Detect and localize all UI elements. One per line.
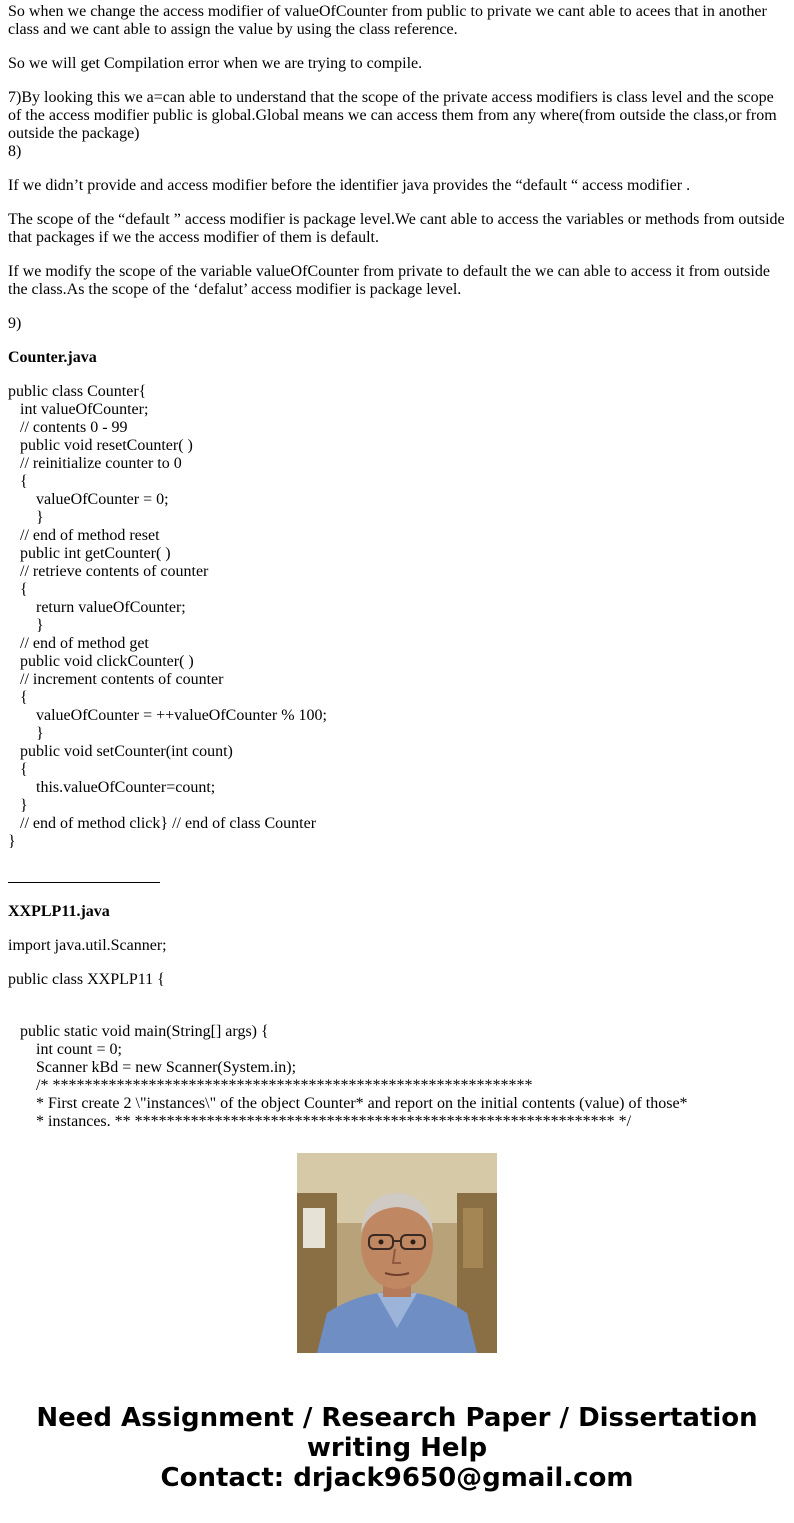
code-line: { [20, 761, 28, 778]
code-line: * First create 2 \"instances\" of the object Counter* and report on the initial contents (value) of those* [36, 1095, 688, 1112]
xxplp11-java-code [8, 1023, 788, 1130]
code-line: } [36, 509, 44, 526]
paragraph-number-9: 9) [8, 315, 22, 332]
paragraph-access-private: So when we change the access modifier of valueOfCounter from public to private we cant able to acees that in another class and we cant able to assign the value by using the class reference. [8, 3, 767, 38]
code-line: } [8, 833, 16, 850]
paragraph-default-scope: The scope of the “default ” access modifier is package level.We cant able to access the variables or methods from outside that packages if we the access modifier of them is default. [8, 211, 785, 246]
code-line: this.valueOfCounter=count; [36, 779, 216, 796]
tutor-avatar [297, 1153, 497, 1353]
promo-contact: Contact: drjack9650@gmail.com [160, 1463, 634, 1493]
code-line: // increment contents of counter [20, 671, 224, 688]
counter-java-code [8, 383, 788, 851]
code-line: // retrieve contents of counter [20, 563, 209, 580]
paragraph-compilation-error: So we will get Compilation error when we are trying to compile. [8, 55, 423, 72]
code-line: return valueOfCounter; [36, 599, 186, 616]
paragraph-modify-scope: If we modify the scope of the variable valueOfCounter from private to default the we can able to access it from outside the class.As the scope of the ‘defalut’ access modifier is package level. [8, 263, 770, 298]
code-line: { [20, 689, 28, 706]
document-body [8, 3, 788, 1130]
import-line: import java.util.Scanner; [8, 937, 167, 954]
code-line: public int getCounter( ) [20, 545, 171, 562]
code-line: // contents 0 - 99 [20, 419, 128, 436]
code-line: // end of method get [20, 635, 149, 652]
code-line: } [36, 617, 44, 634]
paragraph-number-8: 8) [8, 143, 22, 160]
code-line: * instances. ** ************************************************************ */ [36, 1113, 632, 1130]
code-line: public class Counter{ [8, 383, 147, 400]
xxplp11-java-heading: XXPLP11.java [8, 903, 110, 920]
code-line: int valueOfCounter; [20, 401, 149, 418]
code-line: // reinitialize counter to 0 [20, 455, 182, 472]
code-line: } [36, 725, 44, 742]
code-line: { [20, 581, 28, 598]
promo-banner [0, 1403, 794, 1493]
code-line: int count = 0; [36, 1041, 122, 1058]
promo-line-2: writing Help [306, 1433, 488, 1463]
code-line: public void clickCounter( ) [20, 653, 194, 670]
code-line: valueOfCounter = 0; [36, 491, 169, 508]
code-line: // end of method reset [20, 527, 160, 544]
avatar-photo [297, 1153, 497, 1353]
paragraph-default-modifier: If we didn’t provide and access modifier before the identifier java provides the “default “ access modifier . [8, 177, 691, 194]
section-divider [8, 882, 160, 883]
promo-line-1: Need Assignment / Research Paper / Dissertation [36, 1403, 758, 1433]
code-line: public void setCounter(int count) [20, 743, 233, 760]
class-declaration-line: public class XXPLP11 { [8, 971, 165, 988]
counter-java-heading: Counter.java [8, 349, 97, 366]
code-line: { [20, 473, 28, 490]
code-line: /* ************************************************************ [36, 1077, 533, 1094]
paragraph-scope-explanation: 7)By looking this we a=can able to understand that the scope of the private access modifiers is class level and the scope of the access modifier public is global.Global means we can access them from any where(from outside the class,or from outside the package) [8, 89, 777, 142]
code-line: public static void main(String[] args) { [20, 1023, 269, 1040]
code-line: public void resetCounter( ) [20, 437, 193, 454]
code-line: valueOfCounter = ++valueOfCounter % 100; [36, 707, 327, 724]
code-line: // end of method click} // end of class Counter [20, 815, 317, 832]
code-line: Scanner kBd = new Scanner(System.in); [36, 1059, 297, 1076]
code-line: } [20, 797, 28, 814]
